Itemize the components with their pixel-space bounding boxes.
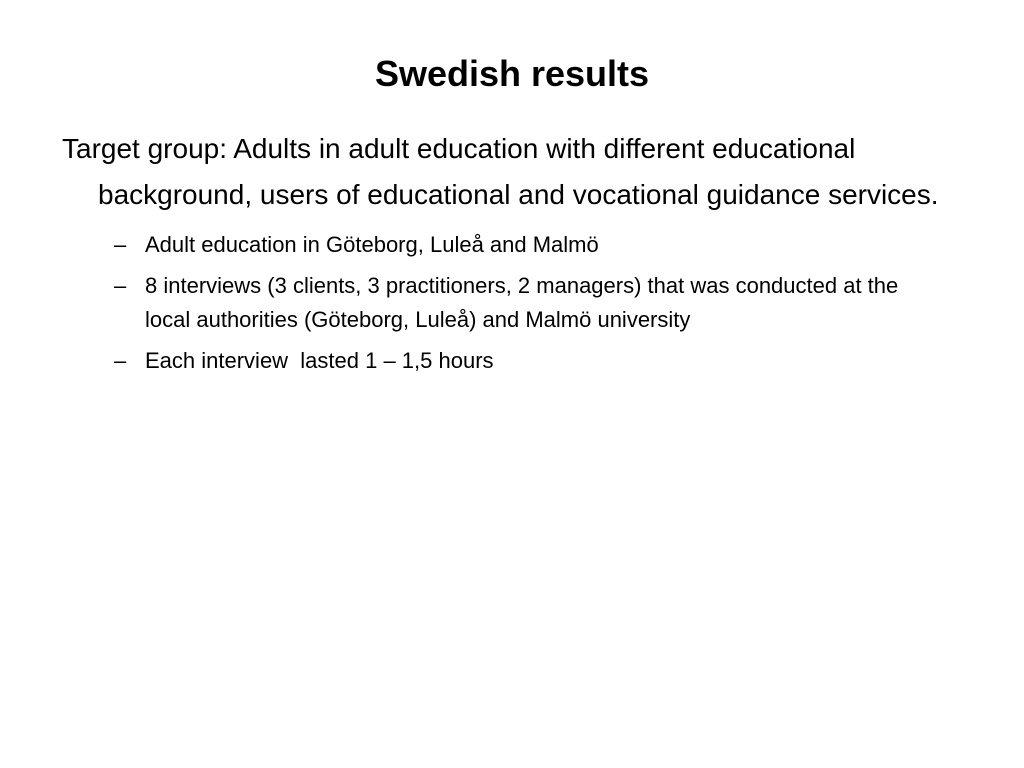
- sub-bullet-item: [114, 269, 905, 337]
- sub-bullet-text: Adult education in Göteborg, Luleå and Malmö: [145, 232, 599, 257]
- dash-bullet-marker: –: [114, 232, 127, 257]
- sub-bullet-item: [114, 344, 905, 378]
- slide-body: [62, 126, 962, 385]
- dash-bullet-marker: –: [114, 348, 127, 373]
- sub-bullet-list: [62, 228, 962, 378]
- slide-title: Swedish results: [374, 53, 650, 94]
- sub-bullet-item: [114, 228, 905, 262]
- main-bullet-text: Target group: Adults in adult education with different educational background, users of educational and vocational guidance services.: [62, 133, 939, 210]
- sub-bullet-text: 8 interviews (3 clients, 3 practitioners, 2 managers) that was conducted at the local authorities (Göteborg, Luleå) and Malmö university: [145, 273, 899, 332]
- dash-bullet-marker: –: [114, 273, 127, 298]
- sub-bullet-text: Each interview lasted 1 – 1,5 hours: [145, 348, 494, 373]
